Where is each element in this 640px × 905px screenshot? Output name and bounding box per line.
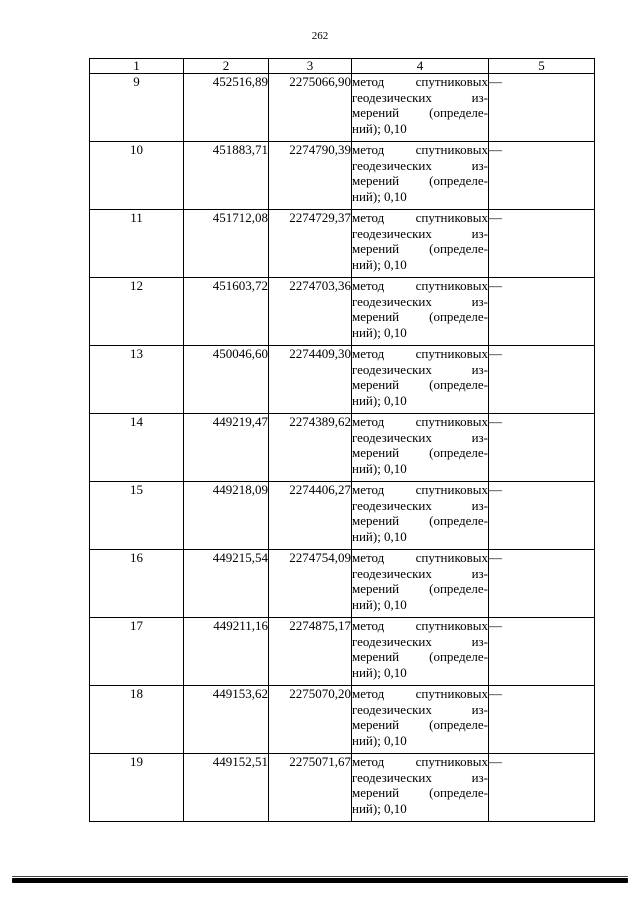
note-cell: — <box>489 346 595 414</box>
note-cell: — <box>489 550 595 618</box>
note-cell: — <box>489 482 595 550</box>
table-row <box>90 482 595 550</box>
method-cell: метод спутниковых геодезических из-мерений (определе-ний); 0,10 <box>352 74 489 142</box>
note-cell: — <box>489 210 595 278</box>
method-cell: метод спутниковых геодезических из-мерений (определе-ний); 0,10 <box>352 414 489 482</box>
y-coordinate-cell: 2274406,27 <box>269 482 352 550</box>
note-cell: — <box>489 142 595 210</box>
y-coordinate-cell: 2274729,37 <box>269 210 352 278</box>
table-body <box>90 74 595 822</box>
table-row <box>90 210 595 278</box>
point-number-cell: 10 <box>90 142 184 210</box>
coordinates-table <box>89 58 595 822</box>
x-coordinate-cell: 449153,62 <box>184 686 269 754</box>
table-row <box>90 74 595 142</box>
x-coordinate-cell: 449211,16 <box>184 618 269 686</box>
table-row <box>90 142 595 210</box>
note-cell: — <box>489 414 595 482</box>
table-row <box>90 686 595 754</box>
point-number-cell: 17 <box>90 618 184 686</box>
point-number-cell: 11 <box>90 210 184 278</box>
point-number-cell: 13 <box>90 346 184 414</box>
y-coordinate-cell: 2275070,20 <box>269 686 352 754</box>
x-coordinate-cell: 451603,72 <box>184 278 269 346</box>
table-row <box>90 414 595 482</box>
x-coordinate-cell: 449152,51 <box>184 754 269 822</box>
method-cell: метод спутниковых геодезических из-мерений (определе-ний); 0,10 <box>352 210 489 278</box>
y-coordinate-cell: 2274389,62 <box>269 414 352 482</box>
table-row <box>90 618 595 686</box>
point-number-cell: 12 <box>90 278 184 346</box>
y-coordinate-cell: 2274703,36 <box>269 278 352 346</box>
method-cell: метод спутниковых геодезических из-мерений (определе-ний); 0,10 <box>352 618 489 686</box>
y-coordinate-cell: 2275066,90 <box>269 74 352 142</box>
table-row <box>90 346 595 414</box>
x-coordinate-cell: 449215,54 <box>184 550 269 618</box>
header-col-1: 1 <box>90 59 184 74</box>
point-number-cell: 16 <box>90 550 184 618</box>
y-coordinate-cell: 2274875,17 <box>269 618 352 686</box>
table-row <box>90 754 595 822</box>
x-coordinate-cell: 449219,47 <box>184 414 269 482</box>
point-number-cell: 14 <box>90 414 184 482</box>
note-cell: — <box>489 754 595 822</box>
header-col-4: 4 <box>352 59 489 74</box>
note-cell: — <box>489 618 595 686</box>
method-cell: метод спутниковых геодезических из-мерений (определе-ний); 0,10 <box>352 346 489 414</box>
method-cell: метод спутниковых геодезических из-мерений (определе-ний); 0,10 <box>352 550 489 618</box>
method-cell: метод спутниковых геодезических из-мерений (определе-ний); 0,10 <box>352 482 489 550</box>
bottom-rule <box>12 878 628 883</box>
point-number-cell: 19 <box>90 754 184 822</box>
header-col-5: 5 <box>489 59 595 74</box>
x-coordinate-cell: 449218,09 <box>184 482 269 550</box>
note-cell: — <box>489 278 595 346</box>
x-coordinate-cell: 451883,71 <box>184 142 269 210</box>
header-col-2: 2 <box>184 59 269 74</box>
y-coordinate-cell: 2274790,39 <box>269 142 352 210</box>
y-coordinate-cell: 2275071,67 <box>269 754 352 822</box>
note-cell: — <box>489 686 595 754</box>
x-coordinate-cell: 452516,89 <box>184 74 269 142</box>
table-header <box>90 59 595 74</box>
method-cell: метод спутниковых геодезических из-мерений (определе-ний); 0,10 <box>352 754 489 822</box>
bottom-rule-thin <box>12 876 628 877</box>
header-col-3: 3 <box>269 59 352 74</box>
page-number: 262 <box>311 30 329 42</box>
header-row <box>90 59 595 74</box>
method-cell: метод спутниковых геодезических из-мерений (определе-ний); 0,10 <box>352 278 489 346</box>
x-coordinate-cell: 450046,60 <box>184 346 269 414</box>
y-coordinate-cell: 2274754,09 <box>269 550 352 618</box>
method-cell: метод спутниковых геодезических из-мерений (определе-ний); 0,10 <box>352 142 489 210</box>
note-cell: — <box>489 74 595 142</box>
table-row <box>90 278 595 346</box>
point-number-cell: 18 <box>90 686 184 754</box>
y-coordinate-cell: 2274409,30 <box>269 346 352 414</box>
x-coordinate-cell: 451712,08 <box>184 210 269 278</box>
method-cell: метод спутниковых геодезических из-мерений (определе-ний); 0,10 <box>352 686 489 754</box>
point-number-cell: 15 <box>90 482 184 550</box>
table-row <box>90 550 595 618</box>
point-number-cell: 9 <box>90 74 184 142</box>
